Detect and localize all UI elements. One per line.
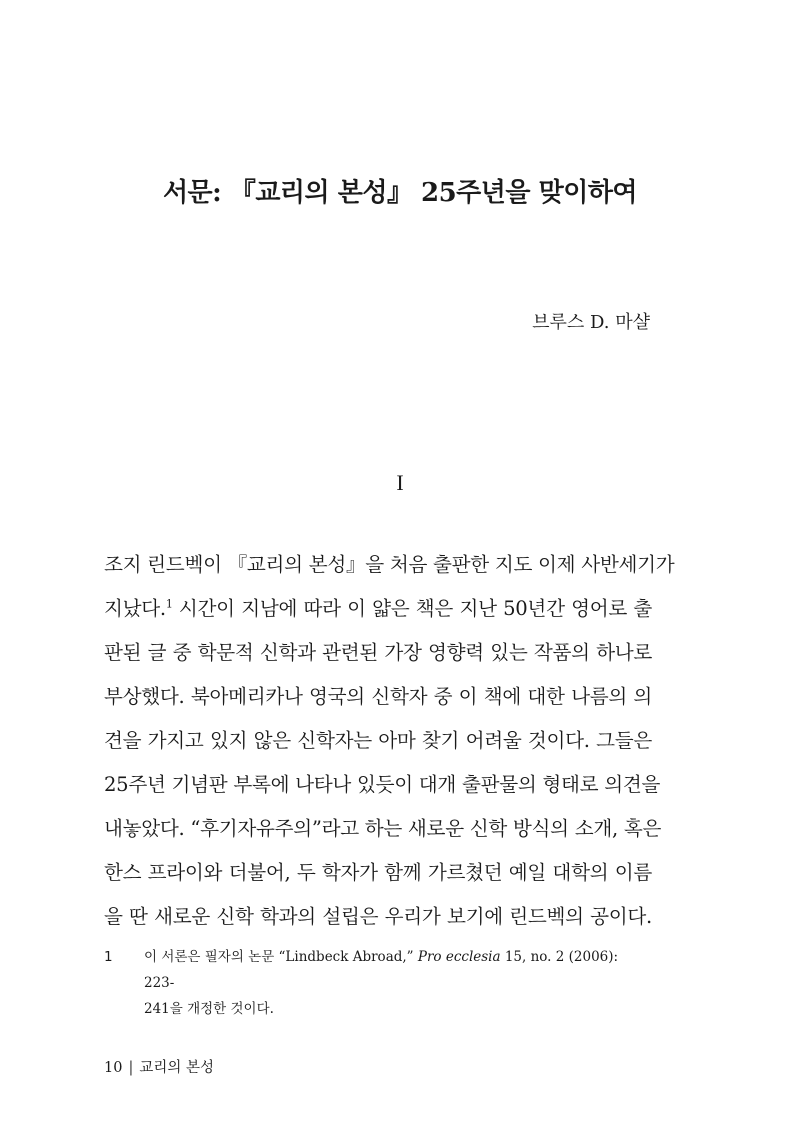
body-line-rest: 시간이 지남에 따라 이 얇은 책은 지난 50년간 영어로 출 xyxy=(178,597,652,620)
footer-separator: | xyxy=(128,1060,134,1076)
footnote-number: 1 xyxy=(104,949,113,965)
author-name: 브루스 D. 마샬 xyxy=(532,312,650,333)
body-line: 한스 프라이와 더불어, 두 학자가 함께 가르쳤던 예일 대학의 이름 xyxy=(104,861,652,884)
page-number: 10 xyxy=(104,1060,123,1076)
body-line-prefix: 지났다. xyxy=(104,597,166,620)
body-paragraph xyxy=(104,543,675,939)
body-line: 내놓았다. “후기자유주의”라고 하는 새로운 신학 방식의 소개, 혹은 xyxy=(104,817,662,840)
body-line: 을 딴 새로운 신학 학과의 설립은 우리가 보기에 린드벡의 공이다. xyxy=(104,905,652,928)
body-line: 부상했다. 북아메리카나 영국의 신학자 중 이 책에 대한 나름의 의 xyxy=(104,685,652,708)
footnote-text-line2: 241을 개정한 것이다. xyxy=(144,1001,274,1017)
footnote xyxy=(104,944,652,1022)
page-footer xyxy=(104,1056,214,1077)
body-line: 25주년 기념판 부록에 나타나 있듯이 대개 출판물의 형태로 의견을 xyxy=(104,773,661,796)
body-line: 견을 가지고 있지 않은 신학자는 아마 찾기 어려울 것이다. 그들은 xyxy=(104,729,652,752)
footnote-text-part2: 15, no. 2 (2006): 223- xyxy=(144,949,619,991)
footnote-ref[interactable]: 1 xyxy=(165,597,173,611)
section-numeral: I xyxy=(396,470,404,495)
footnote-journal: Pro ecclesia xyxy=(417,949,501,965)
footnote-text xyxy=(144,944,652,1022)
body-line: 판된 글 중 학문적 신학과 관련된 가장 영향력 있는 작품의 하나로 xyxy=(104,641,652,664)
running-title: 교리의 본성 xyxy=(139,1060,214,1076)
footnote-text-part1: 이 서론은 필자의 논문 “Lindbeck Abroad,” xyxy=(144,949,418,965)
body-line: 조지 린드벡이 『교리의 본성』을 처음 출판한 지도 이제 사반세기가 xyxy=(104,553,675,576)
body-line xyxy=(104,587,652,631)
chapter-title: 서문: 『교리의 본성』 25주년을 맞이하여 xyxy=(162,178,638,208)
